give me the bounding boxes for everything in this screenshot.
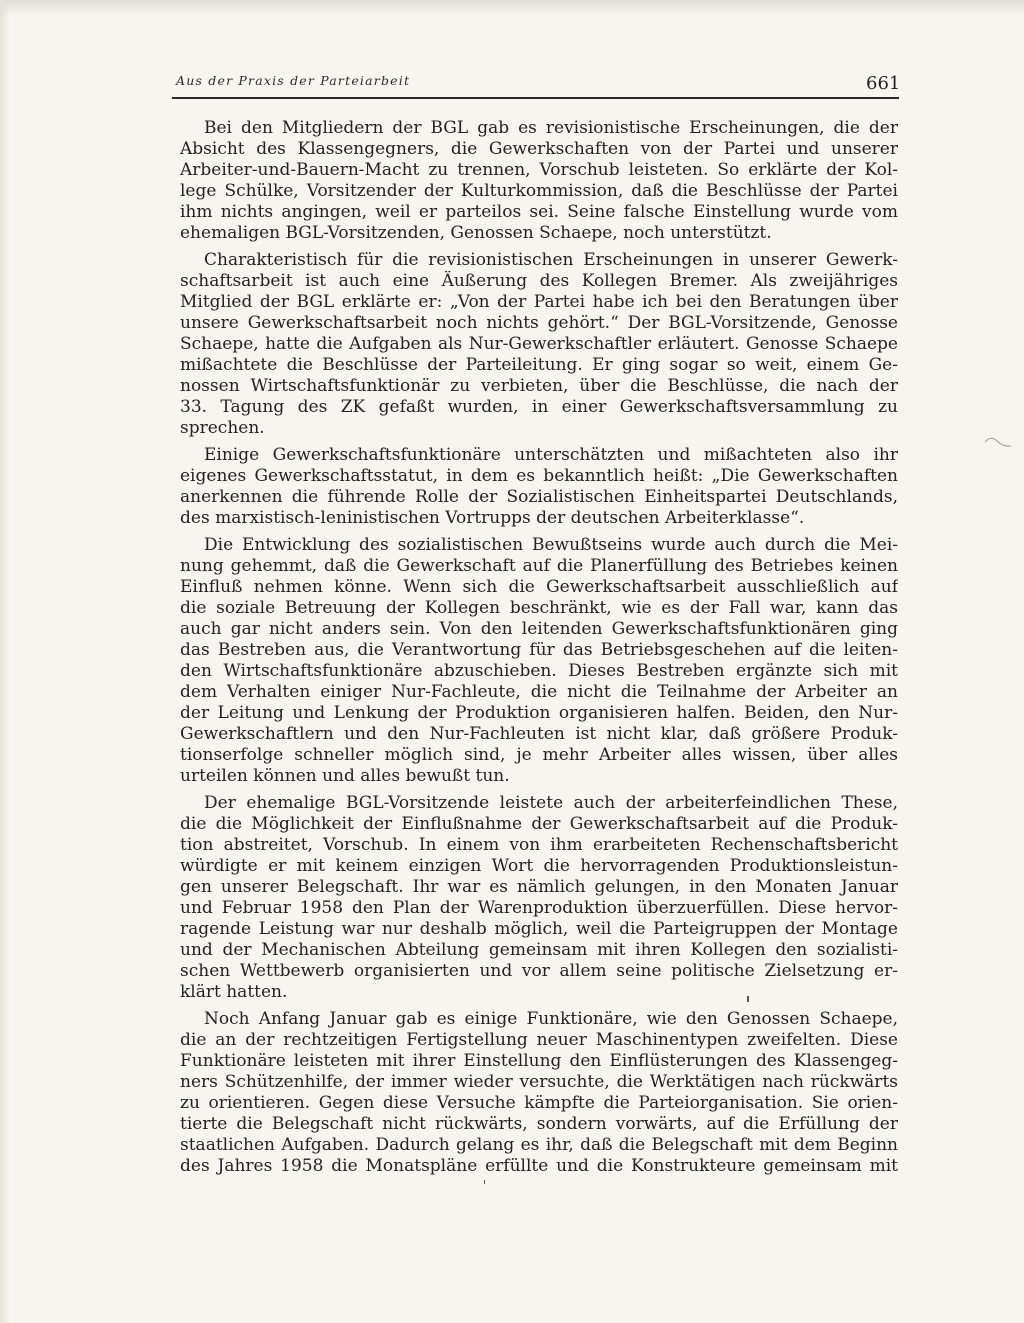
paragraph [180,250,898,439]
text-line: anerkennen die führende Rolle der Sozialistischen Einheitspartei Deutschlands, [180,487,898,507]
text-line: Charakteristisch für die revisionistischen Erscheinungen in unserer Gewerk- [204,250,898,270]
text-line: die soziale Betreuung der Kollegen beschränkt, wie es der Fall war, kann das [180,598,898,618]
text-line: lege Schülke, Vorsitzender der Kulturkommission, daß die Beschlüsse der Partei [180,181,898,201]
text-line: klärt hatten. [180,982,288,1002]
paragraph [180,1009,898,1177]
text-line: 33. Tagung des ZK gefaßt wurden, in einer Gewerkschaftsversammlung zu [180,397,898,417]
text-line: ehemaligen BGL-Vorsitzenden, Genossen Schaepe, noch unterstützt. [180,223,772,243]
scan-mark [983,436,1013,452]
text-line: Einfluß nehmen könne. Wenn sich die Gewerkschaftsarbeit ausschließlich auf [180,577,898,597]
paragraph [180,445,898,529]
text-line: schen Wettbewerb organisierten und vor allem seine politische Zielsetzung er- [180,961,898,981]
text-line: unsere Gewerkschaftsarbeit noch nichts gehört.“ Der BGL-Vorsitzende, Genosse [180,313,898,333]
scan-speck [747,996,749,1002]
text-line: nung gehemmt, daß die Gewerkschaft auf die Planerfüllung des Betriebes keinen [180,556,898,576]
text-line: ners Schützenhilfe, der immer wieder versuchte, die Werktätigen nach rückwärts [180,1072,898,1092]
scan-shadow-top [0,0,1024,14]
scan-speck [484,1180,485,1184]
text-line: eigenes Gewerkschaftsstatut, in dem es bekanntlich heißt: „Die Gewerkschaften [180,466,898,486]
paragraph [180,793,898,1003]
text-line: Noch Anfang Januar gab es einige Funktionäre, wie den Genossen Schaepe, [204,1009,898,1029]
text-line: Arbeiter-und-Bauern-Macht zu trennen, Vorschub leisteten. So erklärte der Kol- [180,160,898,180]
page-number: 661 [866,73,901,94]
text-line: urteilen können und alles bewußt tun. [180,766,510,786]
text-line: den Wirtschaftsfunktionäre abzuschieben. Dieses Bestreben ergänzte sich mit [180,661,898,681]
paragraph [180,535,898,787]
text-line: mißachtete die Beschlüsse der Parteileitung. Er ging sogar so weit, einem Ge- [180,355,898,375]
text-line: dem Verhalten einiger Nur-Fachleute, die nicht die Teilnahme der Arbeiter an [180,682,898,702]
text-line: gen unserer Belegschaft. Ihr war es nämlich gelungen, in den Monaten Januar [180,877,898,897]
text-line: Schaepe, hatte die Aufgaben als Nur-Gewerkschaftler erläutert. Genosse Schaepe [180,334,898,354]
text-line: nossen Wirtschaftsfunktionär zu verbieten, über die Beschlüsse, die nach der [180,376,898,396]
text-line: Der ehemalige BGL-Vorsitzende leistete auch der arbeiterfeindlichen These, [204,793,898,813]
scan-shadow-left [0,0,10,1323]
header-rule [172,97,899,99]
text-line: Gewerkschaftlern und den Nur-Fachleuten ist nicht klar, daß größere Produk- [180,724,898,744]
text-line: Einige Gewerkschaftsfunktionäre unterschätzten und mißachteten also ihr [204,445,898,465]
text-line: der Leitung und Lenkung der Produktion organisieren halfen. Beiden, den Nur- [180,703,898,723]
text-line: Bei den Mitgliedern der BGL gab es revisionistische Erscheinungen, die der [204,118,898,138]
text-line: ihm nichts angingen, weil er parteilos sei. Seine falsche Einstellung wurde vom [180,202,898,222]
text-line: auch gar nicht anders sein. Von den leitenden Gewerkschaftsfunktionären ging [180,619,898,639]
text-line: Absicht des Klassengegners, die Gewerkschaften von der Partei und unserer [180,139,898,159]
text-line: staatlichen Aufgaben. Dadurch gelang es ihr, daß die Belegschaft mit dem Beginn [180,1135,898,1155]
text-line: und Februar 1958 den Plan der Warenproduktion überzuerfüllen. Diese hervor- [180,898,898,918]
text-line: die die Möglichkeit der Einflußnahme der Gewerkschaftsarbeit auf die Produk- [180,814,898,834]
text-line: Die Entwicklung des sozialistischen Bewußtseins wurde auch durch die Mei- [204,535,898,555]
text-line: zu orientieren. Gegen diese Versuche kämpfte die Parteiorganisation. Sie orien- [180,1093,898,1113]
running-head: Aus der Praxis der Parteiarbeit [176,73,411,88]
text-line: und der Mechanischen Abteilung gemeinsam mit ihren Kollegen den sozialisti- [180,940,898,960]
text-line: Mitglied der BGL erklärte er: „Von der Partei habe ich bei den Beratungen über [180,292,898,312]
body-text [180,118,898,1183]
text-line: des Jahres 1958 die Monatspläne erfüllte und die Konstrukteure gemeinsam mit [180,1156,898,1176]
text-line: schaftsarbeit ist auch eine Äußerung des Kollegen Bremer. Als zweijähriges [180,271,898,291]
text-line: die an der rechtzeitigen Fertigstellung neuer Maschinentypen zweifelten. Diese [180,1030,898,1050]
text-line: ragende Leistung war nur deshalb möglich, weil die Parteigruppen der Montage [180,919,898,939]
paragraph [180,118,898,244]
text-line: das Bestreben aus, die Verantwortung für das Betriebsgeschehen auf die leiten- [180,640,898,660]
text-line: tierte die Belegschaft nicht rückwärts, sondern vorwärts, auf die Erfüllung der [180,1114,898,1134]
text-line: tionserfolge schneller möglich sind, je mehr Arbeiter alles wissen, über alles [180,745,898,765]
text-line: würdigte er mit keinem einzigen Wort die hervorragenden Produktionsleistun- [180,856,898,876]
text-line: sprechen. [180,418,265,438]
text-line: tion abstreitet, Vorschub. In einem von ihm erarbeiteten Rechenschaftsbericht [180,835,898,855]
text-line: des marxistisch-leninistischen Vortrupps der deutschen Arbeiterklasse“. [180,508,805,528]
text-line: Funktionäre leisteten mit ihrer Einstellung den Einflüsterungen des Klassengeg- [180,1051,898,1071]
